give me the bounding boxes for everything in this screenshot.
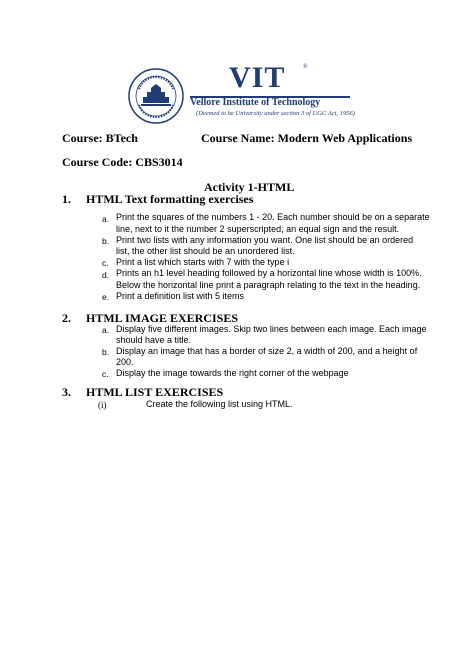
item-label: c. <box>102 258 109 268</box>
section-heading: HTML Text formatting exercises <box>86 192 254 206</box>
item-text-line: Print a definition list with 5 items <box>116 291 245 301</box>
institute-subtitle: (Deemed to be University under section 3 of UGC Act, 1956) <box>196 110 355 117</box>
vit-wordmark: VIT <box>229 61 286 94</box>
item-text-line: Display an image that has a border of size 2, a width of 200, and a height of <box>116 346 418 356</box>
item-label: b. <box>102 236 110 246</box>
course-name-label: Course Name: Modern Web Applications <box>201 131 413 145</box>
section-heading: HTML IMAGE EXERCISES <box>86 311 239 325</box>
section-number: 2. <box>62 311 71 325</box>
item-label: a. <box>102 214 110 224</box>
item-text-line: Create the following list using HTML. <box>146 399 293 409</box>
item-text-line: 200. <box>116 357 134 367</box>
item-text-line: Below the horizontal line print a paragraph relating to the text in the heading. <box>116 280 421 290</box>
item-text-line: Prints an h1 level heading followed by a horizontal line whose width is 100%. <box>116 268 422 278</box>
item-text-line: Display the image towards the right corner of the webpage <box>116 368 349 378</box>
institute-name: Vellore Institute of Technology <box>190 97 321 108</box>
item-label: c. <box>102 369 109 379</box>
section-heading: HTML LIST EXERCISES <box>86 385 224 399</box>
section-number: 3. <box>62 385 71 399</box>
item-text-line: Display five different images. Skip two lines between each image. Each image <box>116 324 427 334</box>
item-text-line: Print two lists with any information you want. One list should be an ordered <box>116 235 414 245</box>
item-text-line: should have a title. <box>116 335 192 345</box>
item-label: b. <box>102 347 110 357</box>
activity-title: Activity 1-HTML <box>204 180 295 194</box>
item-text-line: Print a list which starts with 7 with the type i <box>116 257 290 267</box>
item-text-line: line, next to it the number 2 superscripted, an equal sign and the result. <box>116 224 400 234</box>
item-text-line: Print the squares of the numbers 1 - 20. Each number should be on a separate <box>116 212 430 222</box>
item-text-line: list, the other list should be an unordered list. <box>116 246 295 256</box>
course-label: Course: BTech <box>62 131 138 145</box>
item-label: (i) <box>98 400 107 410</box>
course-code-label: Course Code: CBS3014 <box>62 155 183 169</box>
item-label: d. <box>102 270 110 280</box>
registered-mark: ® <box>303 64 308 70</box>
item-label: e. <box>102 292 110 302</box>
item-label: a. <box>102 325 110 335</box>
section-number: 1. <box>62 192 71 206</box>
vit-seal-logo <box>127 67 185 125</box>
